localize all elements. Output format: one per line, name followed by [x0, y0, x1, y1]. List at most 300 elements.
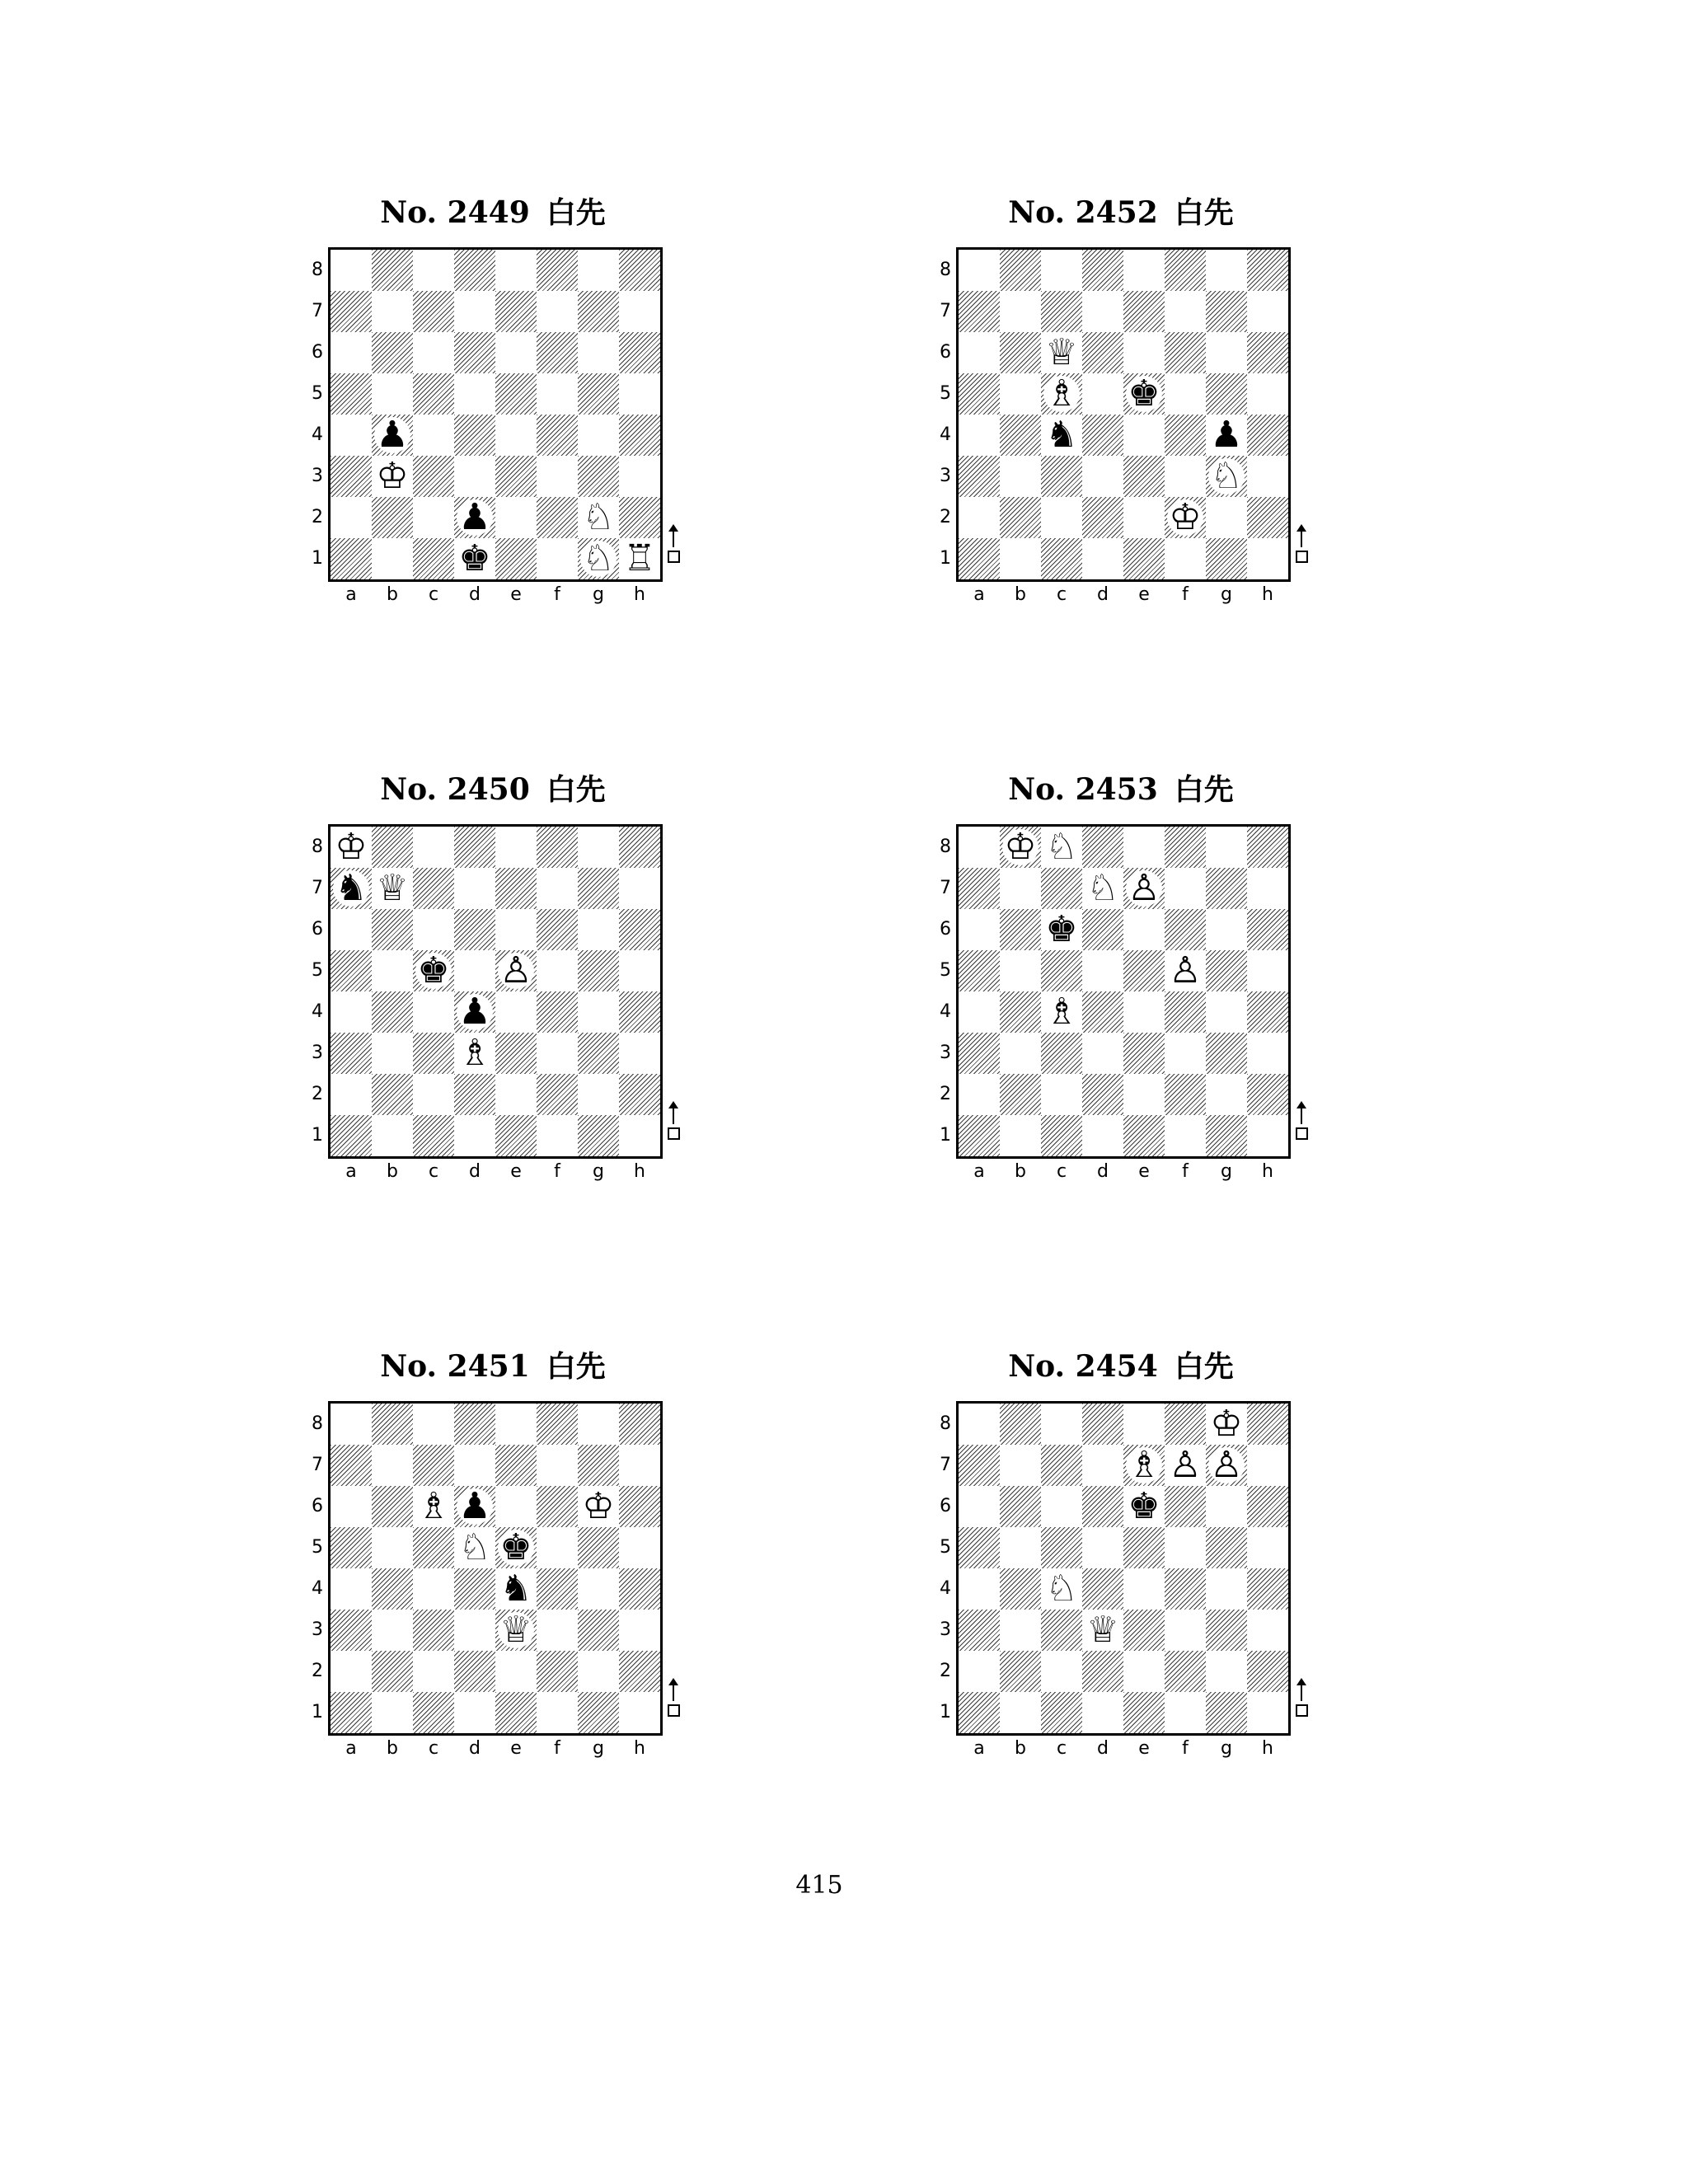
black-knight-icon: [331, 868, 372, 909]
board-square: [413, 538, 454, 579]
board-square: [454, 909, 495, 950]
board-square: [1165, 1610, 1206, 1651]
board-square: [959, 991, 1000, 1033]
board-square: [619, 332, 660, 373]
board-square: [1082, 909, 1123, 950]
board-square: [372, 332, 413, 373]
board-square: [331, 1610, 372, 1651]
board-square: [1123, 827, 1165, 868]
rank-label: 1: [312, 548, 323, 569]
piece-glyph: ♔: [580, 1488, 617, 1525]
board-square: [1000, 868, 1041, 909]
piece-glyph: ♙: [1167, 953, 1203, 989]
board-square: [619, 250, 660, 291]
board-square: [454, 950, 495, 991]
board-square: [372, 497, 413, 538]
board-square: [413, 332, 454, 373]
board-square: [331, 1074, 372, 1115]
board-square: [959, 1404, 1000, 1445]
board-square: [1041, 1115, 1082, 1156]
board-square: [1165, 538, 1206, 579]
board-square: [1123, 1404, 1165, 1445]
piece-glyph: ♗: [1126, 1447, 1162, 1483]
board-square: [1000, 250, 1041, 291]
board-square: [1165, 1074, 1206, 1115]
file-label: a: [345, 1738, 357, 1759]
black-pawn-icon: [454, 1486, 495, 1527]
file-label: a: [973, 584, 985, 605]
board-square: [413, 1115, 454, 1156]
board-square: [1206, 1568, 1247, 1610]
board-square: [413, 1568, 454, 1610]
board-square: [1206, 250, 1247, 291]
rank-label: 3: [940, 1619, 951, 1640]
board-square: [372, 250, 413, 291]
board-square: [1000, 1568, 1041, 1610]
board-square: [537, 538, 578, 579]
piece-glyph: ♔: [1167, 499, 1203, 536]
board-square: [1082, 1568, 1123, 1610]
board-square: [331, 991, 372, 1033]
board-square: [1165, 456, 1206, 497]
side-to-move-label: 白先: [1174, 773, 1234, 807]
white-king-icon: [1165, 497, 1206, 538]
board-square: [413, 1610, 454, 1651]
board-square: [537, 1074, 578, 1115]
board-square: [1247, 456, 1288, 497]
board-square: [619, 415, 660, 456]
board-square: [1247, 827, 1288, 868]
board-square: [1247, 950, 1288, 991]
board-square: [537, 332, 578, 373]
rank-label: 7: [312, 301, 323, 321]
board-square: [1123, 291, 1165, 332]
file-label: b: [387, 1738, 398, 1759]
board-square: [578, 415, 619, 456]
white-bishop-icon: [1123, 1445, 1165, 1486]
rank-label: 1: [312, 1702, 323, 1722]
rank-label: 5: [940, 960, 951, 981]
board-square: [959, 1568, 1000, 1610]
board-square: [537, 1692, 578, 1733]
board-square: [619, 868, 660, 909]
board-square: [454, 373, 495, 415]
black-king-icon: [1041, 909, 1082, 950]
rank-label: 6: [940, 1496, 951, 1516]
piece-glyph: ♟: [457, 1488, 493, 1525]
piece-glyph: ♘: [1208, 458, 1245, 494]
white-bishop-icon: [1041, 991, 1082, 1033]
board-square: [578, 1115, 619, 1156]
black-king-icon: [1123, 1486, 1165, 1527]
board-square: [1000, 538, 1041, 579]
board-square: [1000, 1115, 1041, 1156]
board-square: [578, 1527, 619, 1568]
board-square: [1247, 373, 1288, 415]
board-square: [959, 868, 1000, 909]
board-square: [1000, 1445, 1041, 1486]
white-knight-icon: [1041, 1568, 1082, 1610]
piece-glyph: ♚: [415, 953, 452, 989]
white-pawn-icon: [1206, 1445, 1247, 1486]
board-square: [495, 291, 537, 332]
board-square: [331, 415, 372, 456]
board-square: [619, 1445, 660, 1486]
board-square: [537, 950, 578, 991]
rank-label: 8: [312, 1413, 323, 1434]
board-square: [331, 291, 372, 332]
board-square: [454, 1568, 495, 1610]
black-pawn-icon: [454, 991, 495, 1033]
board-square: [372, 1651, 413, 1692]
board-square: [1247, 868, 1288, 909]
board-square: [1247, 1651, 1288, 1692]
board-square: [331, 497, 372, 538]
board-square: [1247, 1610, 1288, 1651]
board-square: [1206, 1033, 1247, 1074]
problem-number: No. 2449: [380, 195, 530, 230]
rank-label: 6: [312, 342, 323, 363]
board-square: [454, 332, 495, 373]
file-label: d: [469, 1161, 481, 1182]
board-square: [1000, 991, 1041, 1033]
board-square: [1082, 373, 1123, 415]
file-label: g: [593, 584, 604, 605]
board-square: [537, 1527, 578, 1568]
rank-label: 8: [312, 260, 323, 280]
black-pawn-icon: [372, 415, 413, 456]
board-square: [1000, 291, 1041, 332]
board-square: [959, 415, 1000, 456]
piece-glyph: ♕: [374, 870, 410, 907]
board-square: [1041, 1033, 1082, 1074]
piece-glyph: ♟: [457, 499, 493, 536]
side-to-move-label: 白先: [546, 773, 606, 807]
board-square: [1247, 250, 1288, 291]
board-square: [1123, 497, 1165, 538]
file-label: d: [1097, 1738, 1109, 1759]
board-square: [959, 1115, 1000, 1156]
board-square: [331, 1033, 372, 1074]
problem-number: No. 2450: [380, 772, 530, 807]
board-square: [1041, 1527, 1082, 1568]
piece-glyph: ♚: [498, 1530, 534, 1566]
board-square: [1041, 1486, 1082, 1527]
board-square: [331, 909, 372, 950]
file-label: h: [634, 1161, 645, 1182]
board-square: [1082, 827, 1123, 868]
board-square: [372, 1527, 413, 1568]
rank-label: 4: [940, 424, 951, 445]
piece-glyph: ♙: [1126, 870, 1162, 907]
board-square: [619, 1074, 660, 1115]
white-queen-icon: [495, 1610, 537, 1651]
white-pawn-icon: [1123, 868, 1165, 909]
puzzle-title: [312, 194, 674, 232]
rank-label: 8: [940, 1413, 951, 1434]
black-king-icon: [454, 538, 495, 579]
board-square: [959, 332, 1000, 373]
board-square: [578, 1033, 619, 1074]
puzzle-title: [940, 771, 1302, 808]
file-label: h: [1262, 1738, 1273, 1759]
board-square: [1165, 1404, 1206, 1445]
board-square: [537, 1115, 578, 1156]
board-square: [1206, 291, 1247, 332]
board-square: [619, 1610, 660, 1651]
board-square: [1082, 291, 1123, 332]
file-label: h: [634, 584, 645, 605]
rank-label: 4: [312, 424, 323, 445]
file-label: c: [1056, 1161, 1067, 1182]
board-square: [619, 456, 660, 497]
file-label: c: [428, 584, 439, 605]
board-square: [1082, 497, 1123, 538]
board-square: [495, 250, 537, 291]
board-square: [537, 291, 578, 332]
board-square: [619, 1404, 660, 1445]
chess-board: [956, 247, 1291, 582]
piece-glyph: ♟: [457, 994, 493, 1030]
rank-label: 2: [940, 1084, 951, 1104]
board-square: [1000, 1074, 1041, 1115]
board-square: [495, 1445, 537, 1486]
board-square: [454, 1074, 495, 1115]
board-square: [1082, 950, 1123, 991]
white-knight-icon: [1082, 868, 1123, 909]
board-square: [495, 991, 537, 1033]
rank-label: 7: [940, 1455, 951, 1475]
rank-label: 7: [312, 878, 323, 898]
black-pawn-icon: [454, 497, 495, 538]
board-square: [1082, 415, 1123, 456]
board-square: [1247, 291, 1288, 332]
white-king-icon: [372, 456, 413, 497]
rank-label: 4: [312, 1001, 323, 1022]
file-label: f: [554, 584, 560, 605]
board-square: [1206, 538, 1247, 579]
file-label: b: [1015, 584, 1026, 605]
board-square: [1165, 373, 1206, 415]
board-square: [454, 1115, 495, 1156]
black-pawn-icon: [1206, 415, 1247, 456]
white-pawn-icon: [495, 950, 537, 991]
board-square: [1082, 332, 1123, 373]
board-square: [619, 991, 660, 1033]
file-label: d: [469, 584, 481, 605]
board-square: [1000, 1527, 1041, 1568]
rank-label: 8: [312, 837, 323, 857]
board-square: [537, 868, 578, 909]
board-square: [1041, 497, 1082, 538]
board-square: [1000, 497, 1041, 538]
white-queen-icon: [1082, 1610, 1123, 1651]
board-square: [1000, 1404, 1041, 1445]
board-square: [1000, 909, 1041, 950]
file-label: f: [1182, 584, 1189, 605]
board-square: [413, 291, 454, 332]
board-square: [1123, 538, 1165, 579]
board-square: [495, 1074, 537, 1115]
rank-label: 3: [940, 466, 951, 486]
board-square: [1247, 1115, 1288, 1156]
board-square: [578, 1074, 619, 1115]
white-to-move-icon: [1296, 1101, 1307, 1142]
rank-label: 3: [312, 1043, 323, 1063]
board-square: [1165, 291, 1206, 332]
black-king-icon: [495, 1527, 537, 1568]
board-square: [1123, 1692, 1165, 1733]
file-label: c: [428, 1161, 439, 1182]
board-square: [578, 373, 619, 415]
board-square: [1123, 456, 1165, 497]
piece-glyph: ♞: [498, 1571, 534, 1607]
board-square: [331, 538, 372, 579]
black-king-icon: [1123, 373, 1165, 415]
board-square: [413, 1445, 454, 1486]
board-square: [619, 1568, 660, 1610]
rank-label: 7: [940, 878, 951, 898]
file-label: a: [345, 584, 357, 605]
puzzle-2452: [940, 194, 1302, 623]
board-square: [331, 1527, 372, 1568]
board-square: [537, 1445, 578, 1486]
board-square: [1247, 538, 1288, 579]
board-square: [959, 1074, 1000, 1115]
board-square: [1123, 1074, 1165, 1115]
board-square: [1041, 1074, 1082, 1115]
rank-label: 4: [940, 1001, 951, 1022]
white-knight-icon: [578, 538, 619, 579]
board-square: [959, 1651, 1000, 1692]
side-to-move-label: 白先: [546, 1350, 606, 1384]
board-square: [1206, 332, 1247, 373]
board-square: [495, 1404, 537, 1445]
board-square: [1000, 1651, 1041, 1692]
rank-label: 3: [312, 1619, 323, 1640]
board-square: [372, 1445, 413, 1486]
board-square: [537, 827, 578, 868]
board-square: [1247, 1692, 1288, 1733]
piece-glyph: ♔: [333, 829, 369, 865]
board-square: [1082, 991, 1123, 1033]
rank-label: 5: [940, 383, 951, 404]
file-label: f: [1182, 1161, 1189, 1182]
board-square: [372, 991, 413, 1033]
board-square: [1206, 373, 1247, 415]
white-knight-icon: [454, 1527, 495, 1568]
rank-label: 6: [312, 919, 323, 940]
white-pawn-icon: [1165, 1445, 1206, 1486]
board-square: [537, 456, 578, 497]
board-square: [1123, 991, 1165, 1033]
piece-glyph: ♗: [415, 1488, 452, 1525]
rank-label: 5: [312, 960, 323, 981]
piece-glyph: ♚: [1043, 912, 1080, 948]
puzzle-2451: [312, 1348, 674, 1777]
board-square: [1165, 250, 1206, 291]
board-square: [1041, 1610, 1082, 1651]
board-square: [413, 373, 454, 415]
board-square: [1082, 1074, 1123, 1115]
black-knight-icon: [1041, 415, 1082, 456]
file-label: d: [1097, 1161, 1109, 1182]
board-square: [1123, 1033, 1165, 1074]
board-square: [331, 1404, 372, 1445]
board-square: [1000, 1692, 1041, 1733]
board-square: [959, 1486, 1000, 1527]
board-square: [959, 1527, 1000, 1568]
white-rook-icon: [619, 538, 660, 579]
board-square: [1041, 950, 1082, 991]
board-square: [1165, 1486, 1206, 1527]
board-square: [1247, 332, 1288, 373]
board-square: [454, 1651, 495, 1692]
board-square: [495, 456, 537, 497]
board-square: [578, 1610, 619, 1651]
board-square: [1165, 1692, 1206, 1733]
piece-glyph: ♚: [1126, 1488, 1162, 1525]
piece-glyph: ♗: [1043, 376, 1080, 412]
piece-glyph: ♙: [1167, 1447, 1203, 1483]
board-square: [1247, 1445, 1288, 1486]
problem-number: No. 2452: [1008, 195, 1158, 230]
board-square: [1165, 868, 1206, 909]
rank-label: 3: [940, 1043, 951, 1063]
piece-glyph: ♟: [1208, 417, 1245, 453]
piece-glyph: ♚: [457, 541, 493, 577]
board-square: [537, 1404, 578, 1445]
board-square: [1041, 456, 1082, 497]
board-square: [413, 415, 454, 456]
board-square: [1206, 950, 1247, 991]
board-square: [1082, 1404, 1123, 1445]
file-label: h: [1262, 584, 1273, 605]
board-square: [1165, 827, 1206, 868]
board-square: [1247, 1568, 1288, 1610]
file-label: e: [1138, 1738, 1150, 1759]
piece-glyph: ♞: [333, 870, 369, 907]
board-square: [578, 991, 619, 1033]
rank-label: 7: [940, 301, 951, 321]
side-to-move-label: 白先: [546, 196, 606, 230]
board-square: [1123, 332, 1165, 373]
board-square: [413, 1404, 454, 1445]
problem-number: No. 2454: [1008, 1349, 1158, 1384]
board-square: [413, 1692, 454, 1733]
file-label: g: [1221, 1738, 1232, 1759]
chess-board: [328, 247, 663, 582]
board-square: [578, 827, 619, 868]
piece-glyph: ♖: [621, 541, 658, 577]
board-square: [1247, 991, 1288, 1033]
board-square: [537, 909, 578, 950]
white-bishop-icon: [413, 1486, 454, 1527]
board-square: [1206, 1486, 1247, 1527]
chess-board: [956, 1401, 1291, 1736]
white-pawn-icon: [1165, 950, 1206, 991]
board-square: [1041, 291, 1082, 332]
board-square: [454, 827, 495, 868]
board-square: [372, 1610, 413, 1651]
board-square: [537, 1486, 578, 1527]
board-square: [454, 456, 495, 497]
board-square: [372, 373, 413, 415]
board-square: [1000, 456, 1041, 497]
file-label: d: [1097, 584, 1109, 605]
board-square: [1247, 909, 1288, 950]
white-to-move-icon: [668, 1678, 679, 1719]
